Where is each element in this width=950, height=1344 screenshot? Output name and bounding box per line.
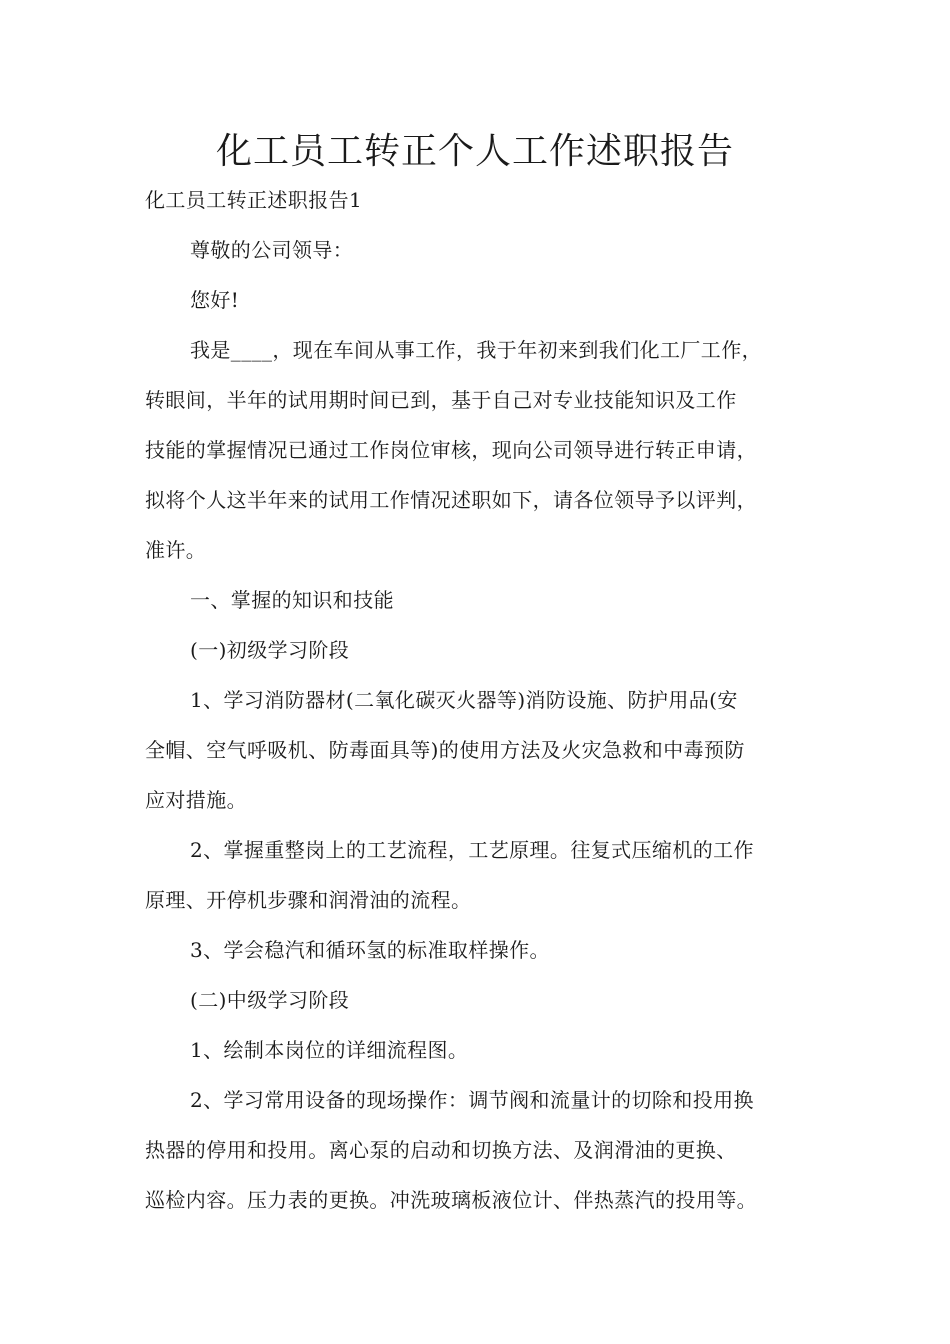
section-heading: 一、掌握的知识和技能: [190, 588, 394, 612]
subsection-heading: (一)初级学习阶段: [190, 638, 350, 662]
list-item-line: 2、学习常用设备的现场操作：调节阀和流量计的切除和投用换: [190, 1088, 754, 1112]
salutation: 尊敬的公司领导：: [190, 238, 354, 262]
list-item-line: 1、学习消防器材(二氧化碳灭火器等)消防设施、防护用品(安: [190, 688, 738, 712]
list-item-line: 应对措施。: [145, 788, 247, 812]
paragraph-line: 拟将个人这半年来的试用工作情况述职如下，请各位领导予以评判，: [145, 488, 757, 512]
paragraph-line: 准许。: [145, 538, 207, 562]
list-item-line: 热器的停用和投用。离心泵的启动和切换方法、及润滑油的更换、: [145, 1138, 737, 1162]
paragraph-line: 转眼间，半年的试用期时间已到，基于自己对专业技能知识及工作: [145, 388, 737, 412]
list-item-line: 巡检内容。压力表的更换。冲洗玻璃板液位计、伴热蒸汽的投用等。: [145, 1188, 757, 1212]
list-item-line: 3、学会稳汽和循环氢的标准取样操作。: [190, 938, 550, 962]
report-subtitle: 化工员工转正述职报告1: [145, 188, 363, 212]
greeting: 您好!: [190, 288, 240, 312]
list-item-line: 1、绘制本岗位的详细流程图。: [190, 1038, 469, 1062]
paragraph-line: 我是____，现在车间从事工作，我于年初来到我们化工厂工作，: [190, 338, 762, 362]
list-item-line: 2、掌握重整岗上的工艺流程，工艺原理。往复式压缩机的工作: [190, 838, 754, 862]
list-item-line: 全帽、空气呼吸机、防毒面具等)的使用方法及火灾急救和中毒预防: [145, 738, 745, 762]
paragraph-line: 技能的掌握情况已通过工作岗位审核，现向公司领导进行转正申请，: [145, 438, 757, 462]
document-title: 化工员工转正个人工作述职报告: [215, 131, 734, 172]
list-item-line: 原理、开停机步骤和润滑油的流程。: [145, 888, 472, 912]
subsection-heading: (二)中级学习阶段: [190, 988, 350, 1012]
